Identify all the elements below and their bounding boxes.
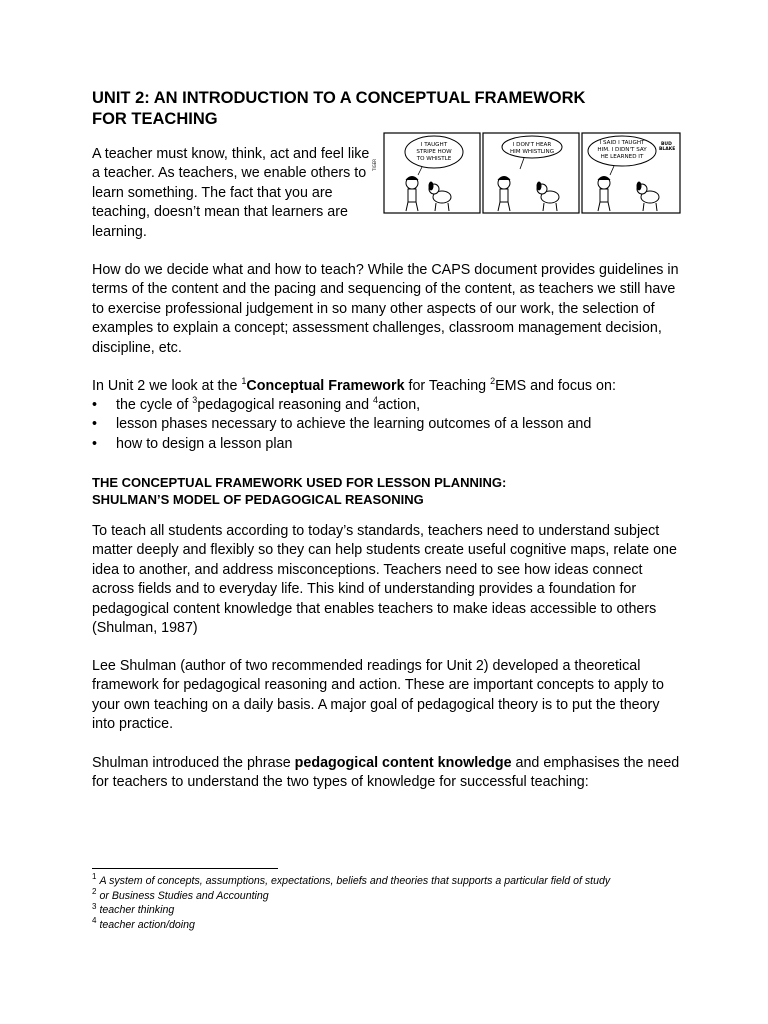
footnote-number: 1 bbox=[92, 872, 97, 882]
bullet-1-before: the cycle of bbox=[116, 397, 193, 413]
para3-after: EMS and focus on: bbox=[495, 378, 616, 394]
signature-line-1: BUD bbox=[661, 142, 672, 147]
footnote-2 bbox=[92, 889, 732, 904]
footnote-3 bbox=[92, 903, 732, 918]
focus-bullet-list bbox=[92, 396, 682, 454]
paragraph-shulman-framework: Lee Shulman (author of two recommended readings for Unit 2) developed a theoretical framework for pedagogical reasoning and action. These are important concepts to apply to your own teaching on a daily basis. A major goal of pedagogical theory is to put the theory into practice. bbox=[92, 658, 664, 733]
footnote-text: or Business Studies and Accounting bbox=[99, 889, 269, 902]
footnote-text: teacher action/doing bbox=[99, 918, 195, 931]
footnote-text: teacher thinking bbox=[99, 904, 175, 917]
bubble-2-line-1: I DON'T HEAR bbox=[512, 142, 552, 148]
bubble-1-line-3: TO WHISTLE bbox=[416, 156, 452, 162]
para3-bold: Conceptual Framework bbox=[246, 378, 405, 394]
paragraph-caps: How do we decide what and how to teach? While the CAPS document provides guidelines in terms of the content and the pacing and sequencing of the content, as teachers we still have to exercise professional judgement in so many other aspects of our work, the selection of examples to explain a concept; assessment challenges, classroom management decision, discipline, etc. bbox=[92, 262, 679, 356]
footnotes bbox=[92, 874, 732, 932]
footnote-number: 3 bbox=[92, 901, 97, 911]
bubble-2-line-2: HIM WHISTLING bbox=[509, 149, 555, 155]
footnote-ref-4: 4 bbox=[373, 395, 379, 406]
paragraph-standards: To teach all students according to today’s standards, teachers need to understand subject matter deeply and flexibly so they can help students create useful cognitive maps, relate one idea to another, and address misconceptions. Teachers need to see how ideas connect across fields and to everyday life. This kind of understanding provides a foundation for pedagogical content knowledge that enables teachers to make ideas accessible to others (Shulman, 1987) bbox=[92, 523, 677, 637]
footnote-ref-2: 2 bbox=[490, 376, 496, 387]
section-heading bbox=[92, 474, 682, 508]
list-item bbox=[92, 396, 682, 415]
bubble-3-line-2: HIM. I DIDN'T SAY bbox=[597, 147, 647, 153]
bullet-1-mid: pedagogical reasoning and bbox=[197, 397, 373, 413]
paragraph-unit-focus bbox=[92, 377, 682, 396]
footnote-divider bbox=[92, 868, 278, 869]
bubble-3-line-1: I SAID I TAUGHT bbox=[599, 140, 645, 146]
bubble-1-line-2: STRIPE HOW bbox=[416, 149, 452, 155]
list-item: • lesson phases necessary to achieve the learning outcomes of a lesson and bbox=[92, 415, 682, 434]
signature-line-2: BLAKE bbox=[659, 147, 676, 152]
bubble-1-line-1: I TAUGHT bbox=[420, 142, 448, 148]
bubble-3-line-3: HE LEARNED IT bbox=[600, 154, 644, 160]
para3-before: In Unit 2 we look at the bbox=[92, 378, 242, 394]
footnote-4 bbox=[92, 918, 732, 933]
para6-after: and emphasises the need for teachers to understand the two types of knowledge for successful teaching: bbox=[92, 755, 680, 791]
para3-middle: for Teaching bbox=[404, 378, 491, 394]
page-title bbox=[92, 88, 692, 130]
para6-before: Shulman introduced the phrase bbox=[92, 755, 295, 771]
bullet-1-after: action, bbox=[378, 397, 421, 413]
comic-strip bbox=[372, 131, 682, 216]
svg-text:TIGER: TIGER bbox=[372, 158, 377, 171]
intro-paragraph: A teacher must know, think, act and feel like a teacher. As teachers, we enable others to learn something. The fact that you are teaching, doesn’t mean that learners are learning. bbox=[92, 146, 370, 240]
footnote-ref-1: 1 bbox=[241, 376, 247, 387]
footnote-number: 4 bbox=[92, 916, 97, 926]
title-line-2: FOR TEACHING bbox=[92, 110, 218, 128]
paragraph-pck bbox=[92, 754, 682, 793]
footnote-number: 2 bbox=[92, 887, 97, 897]
section-heading-line-1: THE CONCEPTUAL FRAMEWORK USED FOR LESSON PLANNING: bbox=[92, 475, 507, 490]
footnote-ref-3: 3 bbox=[192, 395, 198, 406]
section-heading-line-2: SHULMAN’S MODEL OF PEDAGOGICAL REASONING bbox=[92, 492, 424, 507]
list-item: • how to design a lesson plan bbox=[92, 435, 682, 454]
para6-bold: pedagogical content knowledge bbox=[294, 755, 512, 771]
footnote-1 bbox=[92, 874, 732, 889]
title-line-1: UNIT 2: AN INTRODUCTION TO A CONCEPTUAL FRAMEWORK bbox=[92, 89, 586, 107]
footnote-text: A system of concepts, assumptions, expectations, beliefs and theories that supports a particular field of study bbox=[99, 875, 611, 887]
